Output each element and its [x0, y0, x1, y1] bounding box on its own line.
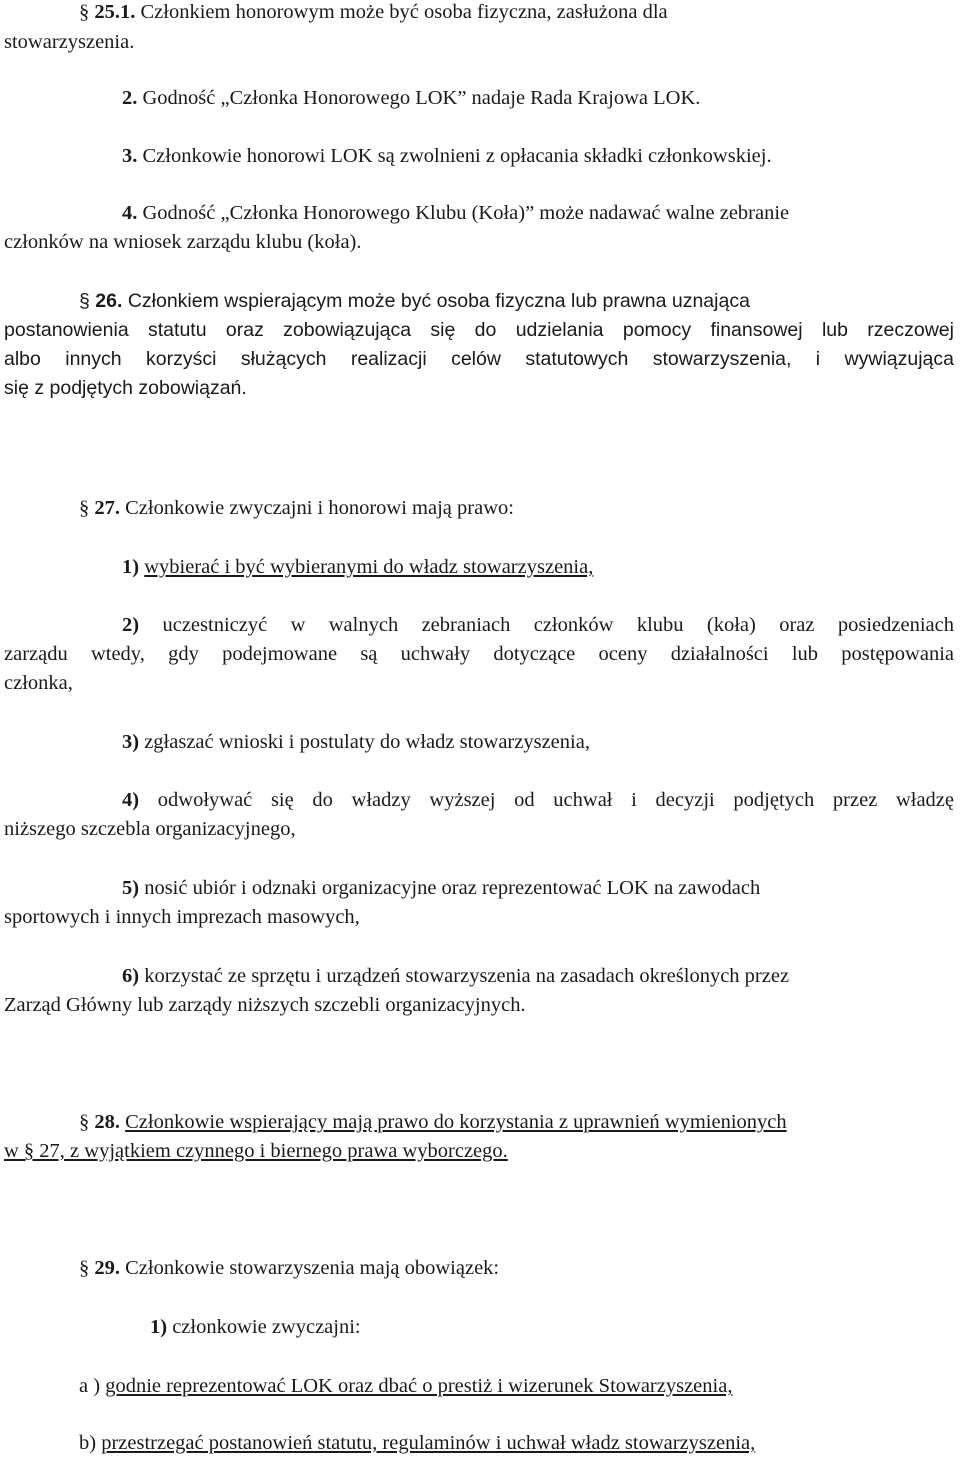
section-27-item-2-line-2: zarządu wtedy, gdy podejmowane są uchwały dotyczące oceny działalności lub postępowania: [4, 643, 954, 665]
item-text: wybierać i być wybieranymi do władz stowarzyszenia,: [144, 556, 594, 578]
section-27-item-5-line-2: sportowych i innych imprezach masowych,: [4, 906, 360, 928]
point-text: Członkowie honorowi LOK są zwolnieni z opłacania składki członkowskiej.: [142, 145, 772, 167]
section-27-intro: [79, 494, 514, 523]
section-26-line-1: [79, 287, 750, 316]
item-number: 4): [122, 789, 140, 811]
item-text: zgłaszać wnioski i postulaty do władz stowarzyszenia,: [144, 731, 590, 753]
section-25-line-2: stowarzyszenia.: [4, 31, 135, 53]
section-29-subsection-1: [150, 1313, 361, 1342]
item-label: b): [79, 1432, 97, 1454]
point-number: 3.: [122, 145, 138, 167]
section-26-line-4: się z podjętych zobowiązań.: [4, 377, 247, 399]
item-number: 6): [122, 965, 140, 987]
section-27-text: Członkowie zwyczajni i honorowi mają prawo:: [125, 497, 514, 519]
point-text: Godność „Członka Honorowego Klubu (Koła)” może nadawać walne zebranie: [142, 202, 790, 224]
item-number: 3): [122, 731, 140, 753]
section-27-item-4-line-1: [122, 786, 954, 815]
section-25-point-3: [122, 142, 772, 171]
point-text: Godność „Członka Honorowego LOK” nadaje Rada Krajowa LOK.: [142, 87, 701, 109]
section-sign: §: [79, 1257, 90, 1279]
section-sign: §: [79, 290, 90, 312]
section-26-text: Członkiem wspierającym może być osoba fizyczna lub prawna uznająca: [127, 290, 750, 312]
item-text: przestrzegać postanowień statutu, regulaminów i uchwał władz stowarzyszenia,: [101, 1432, 756, 1454]
section-28-text: Członkowie wspierający mają prawo do korzystania z uprawnień wymienionych: [125, 1111, 787, 1133]
section-27-item-2-line-1: [122, 611, 954, 640]
item-text: członkowie zwyczajni:: [172, 1316, 361, 1338]
section-27-item-3: [122, 728, 590, 757]
section-27-item-6-line-2: Zarząd Główny lub zarządy niższych szczebli organizacyjnych.: [4, 994, 526, 1016]
point-number: 2.: [122, 87, 138, 109]
item-text: nosić ubiór i odznaki organizacyjne oraz reprezentować LOK na zawodach: [144, 877, 761, 899]
section-26-line-3: albo innych korzyści służących realizacji celów statutowych stowarzyszenia, i wywiązująca: [4, 348, 954, 370]
section-27-item-6-line-1: [122, 962, 789, 991]
item-text: korzystać ze sprzętu i urządzeń stowarzyszenia na zasadach określonych przez: [144, 965, 790, 987]
section-27-item-4-line-2: niższego szczebla organizacyjnego,: [4, 818, 296, 840]
section-29-number: 29.: [94, 1257, 120, 1279]
section-25-point-2: [122, 84, 700, 113]
item-number: 1): [150, 1316, 168, 1338]
section-27-item-1: [122, 553, 593, 582]
section-25-point-4-line-2: członków na wniosek zarządu klubu (koła).: [4, 231, 362, 253]
section-26-line-2: postanowienia statutu oraz zobowiązująca się do udzielania pomocy finansowej lub rzeczowej: [4, 319, 954, 341]
item-text: uczestniczyć w walnych zebraniach członków klubu (koła) oraz posiedzeniach: [162, 614, 954, 636]
item-number: 1): [122, 556, 140, 578]
section-27-item-5-line-1: [122, 874, 760, 903]
item-text: odwoływać się do władzy wyższej od uchwał i decyzji podjętych przez władzę: [157, 789, 955, 811]
section-25-point-4-line-1: [122, 199, 789, 228]
section-26-number: 26.: [95, 290, 123, 312]
section-27-number: 27.: [94, 497, 120, 519]
section-29-item-b: [79, 1429, 755, 1458]
item-number: 2): [122, 614, 140, 636]
section-25-line-1: [79, 0, 668, 27]
section-29-intro: [79, 1254, 499, 1283]
section-25-number: 25.1.: [94, 1, 136, 23]
section-27-item-2-line-3: członka,: [4, 672, 73, 694]
section-sign: §: [79, 1111, 90, 1133]
section-sign: §: [79, 497, 90, 519]
item-label: a ): [79, 1375, 101, 1397]
item-number: 5): [122, 877, 140, 899]
section-28-line-1: [79, 1108, 787, 1137]
section-sign: §: [79, 1, 90, 23]
section-29-item-a: [79, 1372, 732, 1401]
item-text: godnie reprezentować LOK oraz dbać o prestiż i wizerunek Stowarzyszenia,: [105, 1375, 733, 1397]
point-number: 4.: [122, 202, 138, 224]
section-28-line-2: w § 27, z wyjątkiem czynnego i biernego prawa wyborczego.: [4, 1140, 508, 1162]
section-28-number: 28.: [94, 1111, 120, 1133]
section-29-text: Członkowie stowarzyszenia mają obowiązek:: [125, 1257, 500, 1279]
section-25-text: Członkiem honorowym może być osoba fizyczna, zasłużona dla: [140, 1, 668, 23]
